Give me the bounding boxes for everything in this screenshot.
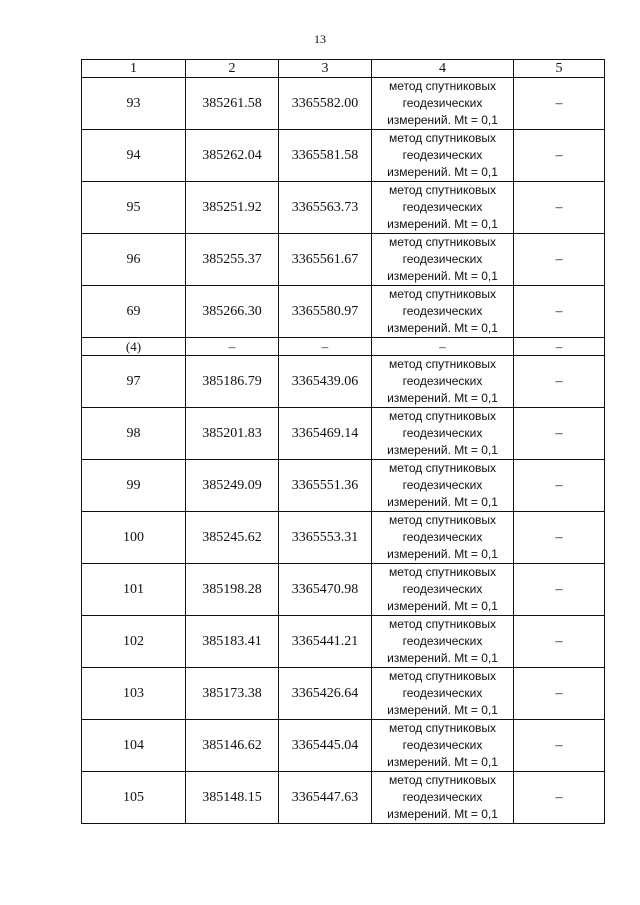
column-header-2: 2 [186,60,279,78]
table-row [82,720,605,772]
cell-number: 98 [82,408,186,460]
cell-y: 3365580.97 [279,286,372,338]
cell-method [372,772,514,824]
method-line: измерений. Mt = 0,1 [387,269,498,283]
method-line: метод спутниковых [388,235,496,249]
table-row [82,356,605,408]
method-line: измерений. Mt = 0,1 [387,391,498,405]
method-line: метод спутниковых [388,183,496,197]
table-row [82,78,605,130]
method-line: геодезических [402,96,483,110]
cell-extra: – [514,356,605,408]
method-line: геодезических [402,634,483,648]
method-line: геодезических [402,790,483,804]
cell-number: 96 [82,234,186,286]
cell-y: 3365445.04 [279,720,372,772]
method-line: измерений. Mt = 0,1 [387,495,498,509]
cell-y: 3365561.67 [279,234,372,286]
method-line: метод спутниковых [388,773,496,787]
method-line: метод спутниковых [388,617,496,631]
table-row [82,772,605,824]
cell-method: – [372,338,514,356]
cell-number: 101 [82,564,186,616]
method-line: метод спутниковых [388,79,496,93]
method-line: геодезических [402,478,483,492]
method-line: измерений. Mt = 0,1 [387,113,498,127]
cell-method [372,78,514,130]
table-row [82,286,605,338]
cell-method [372,720,514,772]
method-line: метод спутниковых [388,131,496,145]
column-header-4: 4 [372,60,514,78]
cell-extra: – [514,460,605,512]
cell-x: 385266.30 [186,286,279,338]
cell-y: 3365581.58 [279,130,372,182]
method-line: метод спутниковых [388,461,496,475]
method-line: метод спутниковых [388,721,496,735]
cell-x: 385249.09 [186,460,279,512]
table-row [82,182,605,234]
cell-y: 3365447.63 [279,772,372,824]
cell-method [372,234,514,286]
method-line: метод спутниковых [388,565,496,579]
page-number: 13 [314,32,326,46]
cell-method [372,460,514,512]
method-line: геодезических [402,426,483,440]
cell-number: 105 [82,772,186,824]
cell-x: 385186.79 [186,356,279,408]
cell-number: 97 [82,356,186,408]
table-row [82,668,605,720]
cell-method [372,512,514,564]
method-line: измерений. Mt = 0,1 [387,321,498,335]
cell-x: 385262.04 [186,130,279,182]
table-body [82,78,605,824]
method-line: измерений. Mt = 0,1 [387,443,498,457]
cell-method [372,130,514,182]
cell-x: 385148.15 [186,772,279,824]
cell-y: 3365551.36 [279,460,372,512]
table-row [82,512,605,564]
cell-extra: – [514,720,605,772]
column-header-5: 5 [514,60,605,78]
method-line: метод спутниковых [388,357,496,371]
cell-extra: – [514,564,605,616]
cell-x: 385173.38 [186,668,279,720]
cell-x: 385251.92 [186,182,279,234]
method-line: измерений. Mt = 0,1 [387,217,498,231]
cell-x: 385201.83 [186,408,279,460]
table-row [82,408,605,460]
cell-number: 94 [82,130,186,182]
table-row [82,616,605,668]
cell-x: 385183.41 [186,616,279,668]
cell-x: 385146.62 [186,720,279,772]
cell-extra: – [514,616,605,668]
cell-extra: – [514,408,605,460]
cell-extra: – [514,130,605,182]
cell-number: 104 [82,720,186,772]
method-line: геодезических [402,148,483,162]
method-line: геодезических [402,530,483,544]
method-line: геодезических [402,374,483,388]
method-line: геодезических [402,686,483,700]
method-line: метод спутниковых [388,669,496,683]
method-line: измерений. Mt = 0,1 [387,755,498,769]
column-header-3: 3 [279,60,372,78]
method-line: геодезических [402,582,483,596]
method-line: метод спутниковых [388,287,496,301]
cell-number: 102 [82,616,186,668]
table-row [82,234,605,286]
cell-number: 99 [82,460,186,512]
cell-number: 69 [82,286,186,338]
cell-extra: – [514,286,605,338]
cell-number: 95 [82,182,186,234]
cell-x: – [186,338,279,356]
separator-row [82,338,605,356]
cell-method [372,668,514,720]
method-line: измерений. Mt = 0,1 [387,703,498,717]
method-line: измерений. Mt = 0,1 [387,651,498,665]
cell-extra: – [514,234,605,286]
header-row [82,60,605,78]
cell-method [372,286,514,338]
cell-y: 3365563.73 [279,182,372,234]
cell-extra: – [514,78,605,130]
column-header-1: 1 [82,60,186,78]
cell-method [372,356,514,408]
cell-y: 3365582.00 [279,78,372,130]
cell-number: 100 [82,512,186,564]
cell-y: 3365469.14 [279,408,372,460]
method-line: геодезических [402,200,483,214]
cell-number: 93 [82,78,186,130]
cell-extra: – [514,182,605,234]
cell-extra: – [514,668,605,720]
cell-extra: – [514,512,605,564]
cell-x: 385245.62 [186,512,279,564]
cell-method [372,182,514,234]
method-line: геодезических [402,738,483,752]
table-row [82,564,605,616]
cell-x: 385261.58 [186,78,279,130]
cell-extra: – [514,772,605,824]
cell-x: 385198.28 [186,564,279,616]
table-row [82,130,605,182]
cell-y: 3365470.98 [279,564,372,616]
cell-x: 385255.37 [186,234,279,286]
method-line: измерений. Mt = 0,1 [387,599,498,613]
method-line: измерений. Mt = 0,1 [387,807,498,821]
cell-number: 103 [82,668,186,720]
method-line: измерений. Mt = 0,1 [387,547,498,561]
method-line: геодезических [402,252,483,266]
method-line: метод спутниковых [388,409,496,423]
cell-y: – [279,338,372,356]
cell-method [372,564,514,616]
table-row [82,460,605,512]
cell-y: 3365441.21 [279,616,372,668]
coordinates-table [81,59,605,824]
cell-y: 3365553.31 [279,512,372,564]
cell-method [372,408,514,460]
method-line: геодезических [402,304,483,318]
method-line: измерений. Mt = 0,1 [387,165,498,179]
method-line: метод спутниковых [388,513,496,527]
cell-y: 3365426.64 [279,668,372,720]
cell-extra: – [514,338,605,356]
cell-method [372,616,514,668]
cell-y: 3365439.06 [279,356,372,408]
cell-number: (4) [82,338,186,356]
